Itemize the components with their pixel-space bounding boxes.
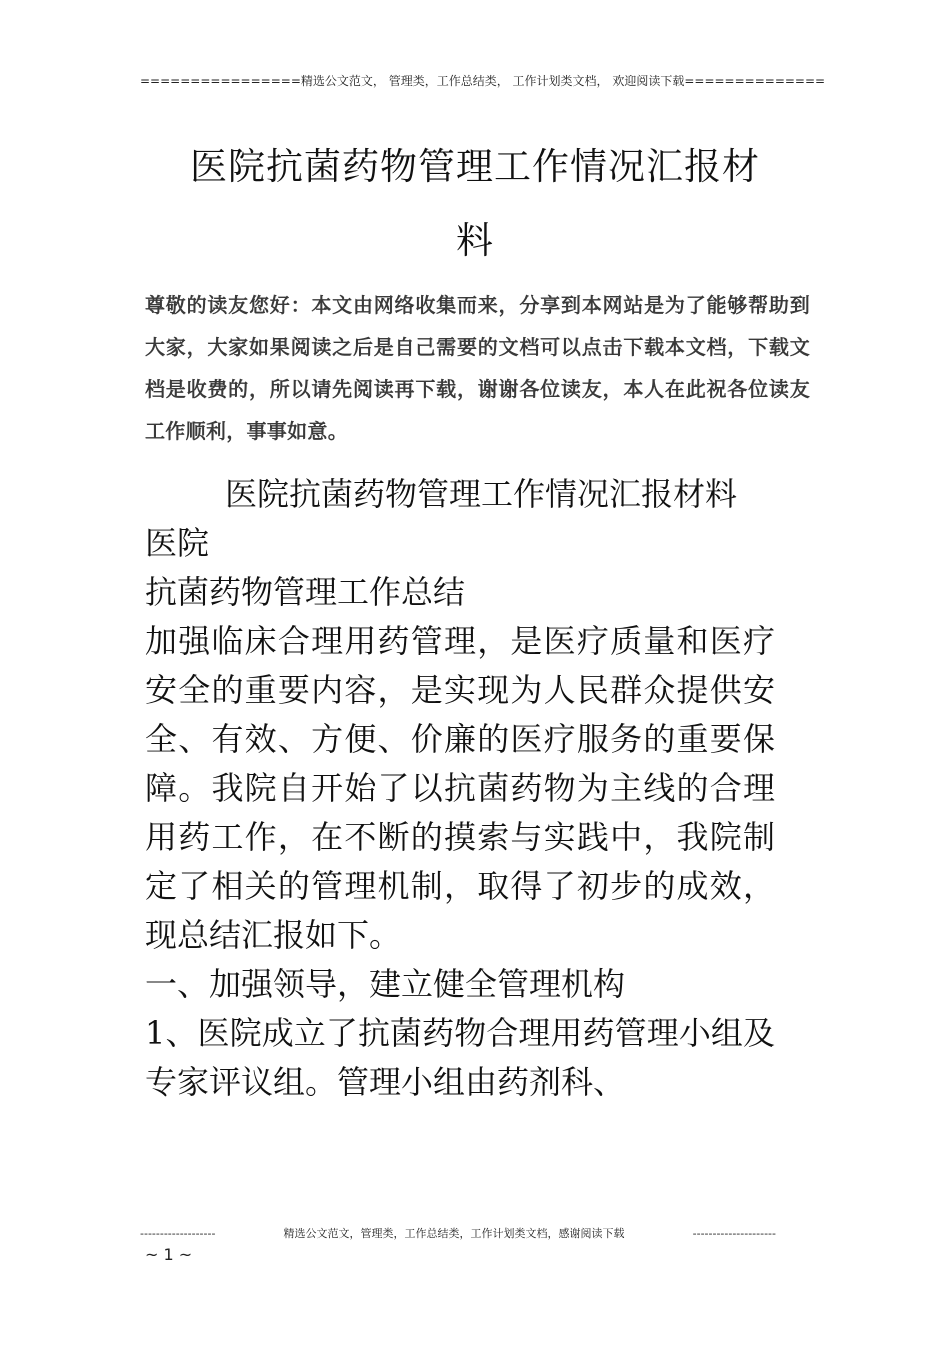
header-left-rule: ================ [140,73,301,88]
page-footer [140,1225,776,1241]
body-paragraph-1: 加强临床合理用药管理，是医疗质量和医疗安全的重要内容，是实现为人民群众提供安全、有效、方便、价廉的医疗服务的重要保障。我院自开始了以抗菌药物为主线的合理用药工作，在不断的摸索与实践中，我院制定了相关的管理机制，取得了初步的成效，现总结汇报如下。 [145,622,775,954]
reader-notice: 尊敬的读友您好：本文由网络收集而来，分享到本网站是为了能够帮助到大家，大家如果阅读之后是自己需要的文档可以点击下载本文档，下载文档是收费的，所以请先阅读再下载，谢谢各位读友，本人在此祝各位读友工作顺利，事事如意。 [145,293,810,443]
body-line-hospital: 医院 [145,524,210,562]
body-title-repeat: 医院抗菌药物管理工作情况汇报材料 [225,475,738,513]
list-item-1: 1、医院成立了抗菌药物合理用药管理小组及专家评议组。管理小组由药剂科、 [145,1014,775,1101]
page-header [140,72,826,89]
header-text: 精选公文范文， 管理类，工作总结类， 工作计划类文档， 欢迎阅读下载 [300,74,685,88]
document-body [145,470,775,1107]
footer-left-rule: ------------------- [140,1226,216,1240]
page-number: ~ 1 ~ [145,1245,193,1264]
section-heading-1: 一、加强领导，建立健全管理机构 [145,965,626,1003]
header-right-rule: ============== [684,73,826,88]
document-title-line2: 料 [456,219,494,262]
footer-text: 精选公文范文，管理类，工作总结类，工作计划类文档，感谢阅读下载 [283,1227,625,1240]
document-title-line1: 医院抗菌药物管理工作情况汇报材 [190,145,760,188]
body-line-summary: 抗菌药物管理工作总结 [145,573,466,611]
footer-right-rule: --------------------- [692,1226,776,1240]
